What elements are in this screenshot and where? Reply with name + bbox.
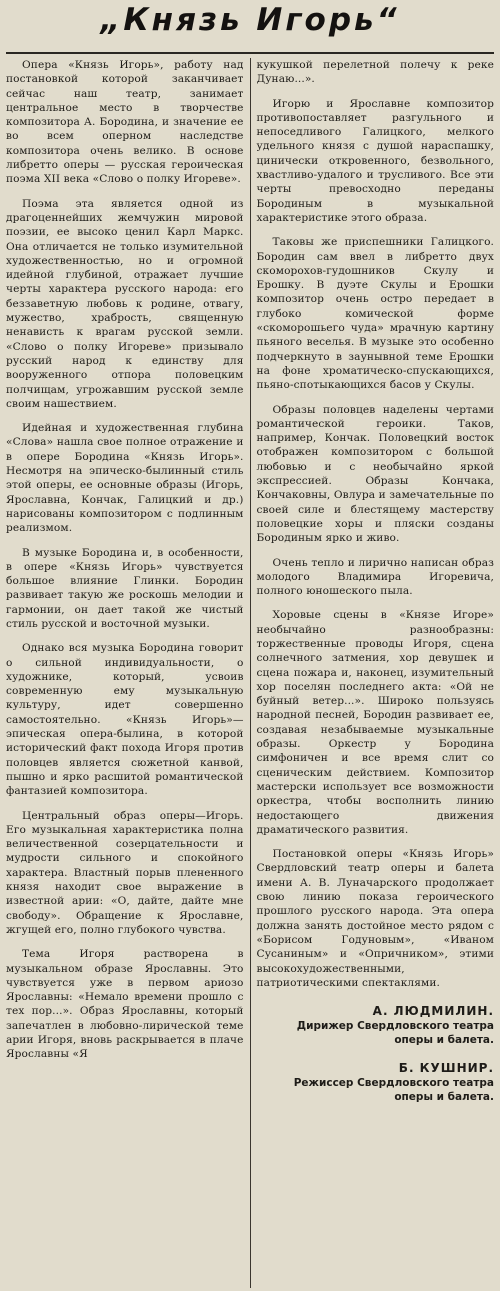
paragraph: Очень тепло и лирично написан образ молодого Владимира Игоревича, полного юношеского пыла. [256, 556, 495, 598]
author-name: Б. КУШНИР. [398, 1061, 495, 1076]
paragraph: Поэма эта является одной из драгоценнейших жемчужин мировой поэзии, ее высоко ценил Карл Маркс. Она отличается не только изумительной художественностью, но и огромной идейной глубиной, отражает лучшие черты характера русского народа: его беззаветную любовь к родине, отвагу, мужество, храбрость, священную ненависть к врагам русской земли. «Слово о полку Игореве» призывало русский народ к единству для вооруженного отпора половецким полчищам, угрожавшим русской земле своим нашествием. [6, 197, 244, 410]
paragraph-continuation: кукушкой перелетной полечу к реке Дунаю...». [256, 59, 495, 86]
paragraph: Идейная и художественная глубина «Слова» нашла свое полное отражение и в опере Бородина «Князь Игорь». Несмотря на эпическо-былинный стиль этой оперы, ее основные образы (Игорь, Ярославна, Кончак, Галицкий и др.) нарисованы композитором с подлинным реализмом. [6, 422, 244, 535]
left-column [6, 58, 249, 1288]
paragraph: Центральный образ оперы—Игорь. Его музыкальная характеристика полна величественной созерцательности и мудрости сильного и спокойного характера. Властный порыв плененного князя находит свое выражение в известной арии: «О, дайте, дайте мне свободу». Обращение к Ярославне, жгущей его, полно глубокого чувства. [6, 809, 244, 936]
author-name: А. ЛЮДМИЛИН. [372, 1004, 495, 1019]
column-divider [250, 58, 251, 1288]
article-title: „Князь Игорь“ [100, 2, 400, 38]
author-role: Дирижер Свердловского театра оперы и балета. [296, 1020, 495, 1047]
paragraph: В музыке Бородина и, в особенности, в опере «Князь Игорь» чувствуется большое влияние Глинки. Бородин развивает такую же роскошь мелодии и гармонии, он дает такой же чистый стиль русской и восточной музыки. [6, 546, 244, 630]
paragraph: Тема Игоря растворена в музыкальном образе Ярославны. Это чувствуется уже в первом ариозо Ярославны: «Немало времени прошло с тех пор...». Образ Ярославны, который запечатлен в любовно-лирической теме арии Игоря, вновь раскрывается в плаче Ярославны «Я [6, 948, 244, 1061]
title-rule [6, 52, 494, 54]
paragraph: Образы половцев наделены чертами романтической героики. Таков, например, Кончак. Половецкий восток отображен композитором с большой любовью и с необычайно яркой экспрессией. Образы Кончака, Кончаковны, Овлура и замечательные по своей силе и блестящему мастерству половецкие хоры и пляски созданы Бородиным ярко и живо. [256, 403, 495, 545]
paragraph: Таковы же приспешники Галицкого. Бородин сам ввел в либретто двух скоморохов-гудошников Скулу и Ерошку. В дуэте Скулы и Ерошки композитор очень остро передает в глубоко комической форме «скоморошьего чуда» мрачную картину пьяного веселья. В музыке это особенно подчеркнуто в заунывной теме Ерошки на фоне хроматическо-спускающихся, пьяно-спотыкающихся басов у Скулы. [256, 236, 495, 392]
paragraph: Хоровые сцены в «Князе Игоре» необычайно разнообразны: торжественные проводы Игоря, сцена солнечного затмения, хор девушек и сцена пожара и, наконец, изумительный хор поселян последнего акта: «Ой не буйный ветер...». Широко пользуясь народной песней, Бородин развивает ее, создавая незабываемые музыкальные образы. Оркестр у Бородина симфоничен и все время слит со сценическим действием. Композитор мастерски использует все возможности оркестра, чтобы восполнить линию недостающего движения драматического развития. [256, 609, 495, 836]
paragraph: Однако вся музыка Бородина говорит о сильной индивидуальности, о художнике, который, усвоив современную ему музыкальную культуру, идет совершенно самостоятельно. «Князь Игорь»—эпическая опера-былина, в которой исторический факт похода Игоря против половцев является сюжетной канвой, пышно и ярко расшитой романтической фантазией композитора. [6, 642, 244, 798]
right-column [252, 58, 495, 1288]
paragraph: Опера «Князь Игорь», работу над постановкой которой заканчивает сейчас наш театр, занимает центральное место в творчестве композитора А. Бородина, и значение ее во всем оперном наследстве композитора очень велико. В основе либретто оперы — русская героическая поэма XII века «Слово о полку Игореве». [6, 59, 244, 186]
author-role: Режиссер Свердловского театра оперы и балета. [293, 1077, 495, 1104]
article-columns [6, 58, 494, 1288]
paragraph: Постановкой оперы «Князь Игорь» Свердловский театр оперы и балета имени А. В. Луначарского продолжает свою линию показа героического прошлого русского народа. Эта опера должна занять достойное место рядом с «Борисом Годуновым», «Иваном Сусаниным» и «Опричником», этими высокохудожественными, патриотическими спектаклями. [256, 848, 495, 989]
paragraph: Игорю и Ярославне композитор противопоставляет разгульного и непоседливого Галицкого, мелкого удельного князя с душой нараспашку, цинически откровенного, безвольного, хвастливо-удалого и трусливого. Все эти черты превосходно переданы Бородиным в музыкальной характеристике этого образа. [256, 97, 495, 224]
